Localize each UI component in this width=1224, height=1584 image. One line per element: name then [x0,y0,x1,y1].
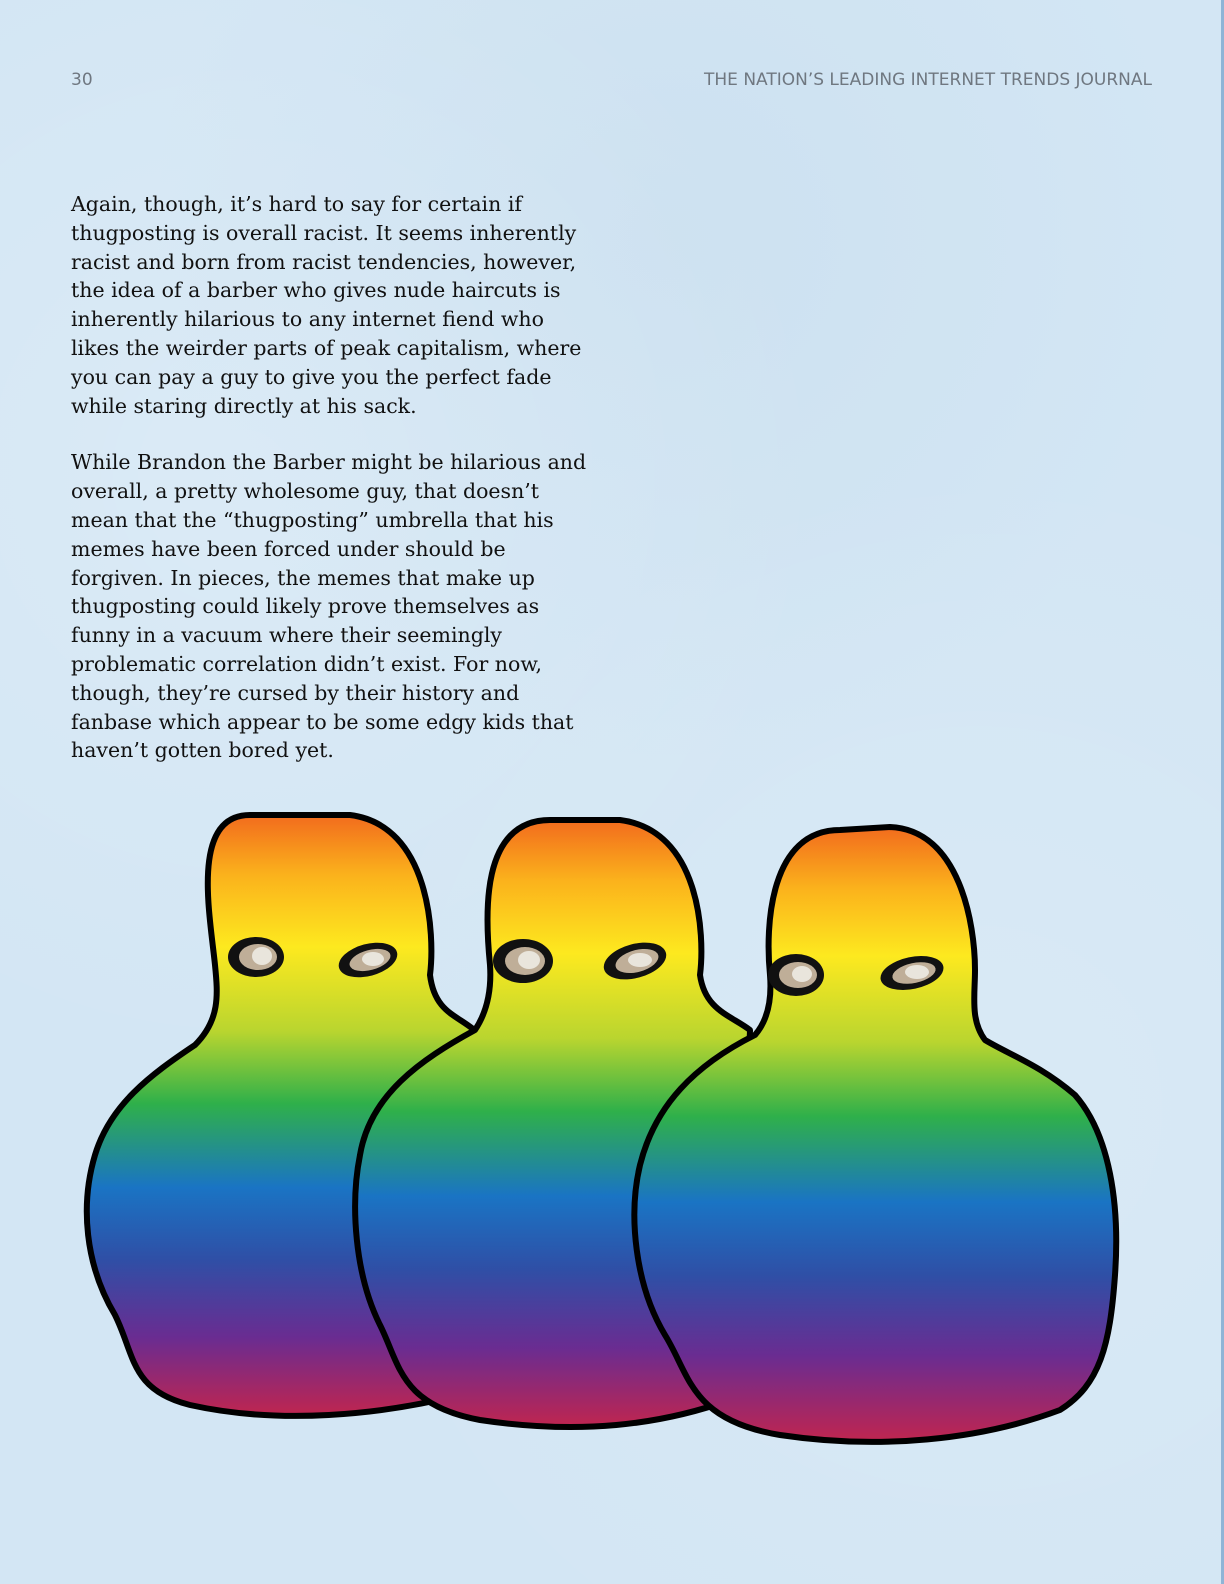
page-number: 30 [71,70,93,90]
rainbow-figures-illustration [80,805,1140,1465]
running-head: THE NATION’S LEADING INTERNET TRENDS JOURNAL [704,70,1152,90]
article-body [71,190,591,793]
article-paragraph-2: While Brandon the Barber might be hilarious and overall, a pretty wholesome guy, that doesn’t mean that the “thugposting” umbrella that his memes have been forced under should be forgiven. In pieces, the memes that make up thugposting could likely prove themselves as funny in a vacuum where their seemingly problematic correlation didn’t exist. For now, though, they’re cursed by their history and fanbase which appear to be some edgy kids that haven’t gotten bored yet. [71,450,587,763]
rainbow-figure-right [634,827,1116,1442]
article-paragraph-1: Again, though, it’s hard to say for certain if thugposting is overall racist. It seems inherently racist and born from racist tendencies, however, the idea of a barber who gives nude haircuts is inherently hilarious to any internet fiend who likes the weirder parts of peak capitalism, where you can pay a guy to give you the perfect fade while staring directly at his sack. [71,192,582,418]
